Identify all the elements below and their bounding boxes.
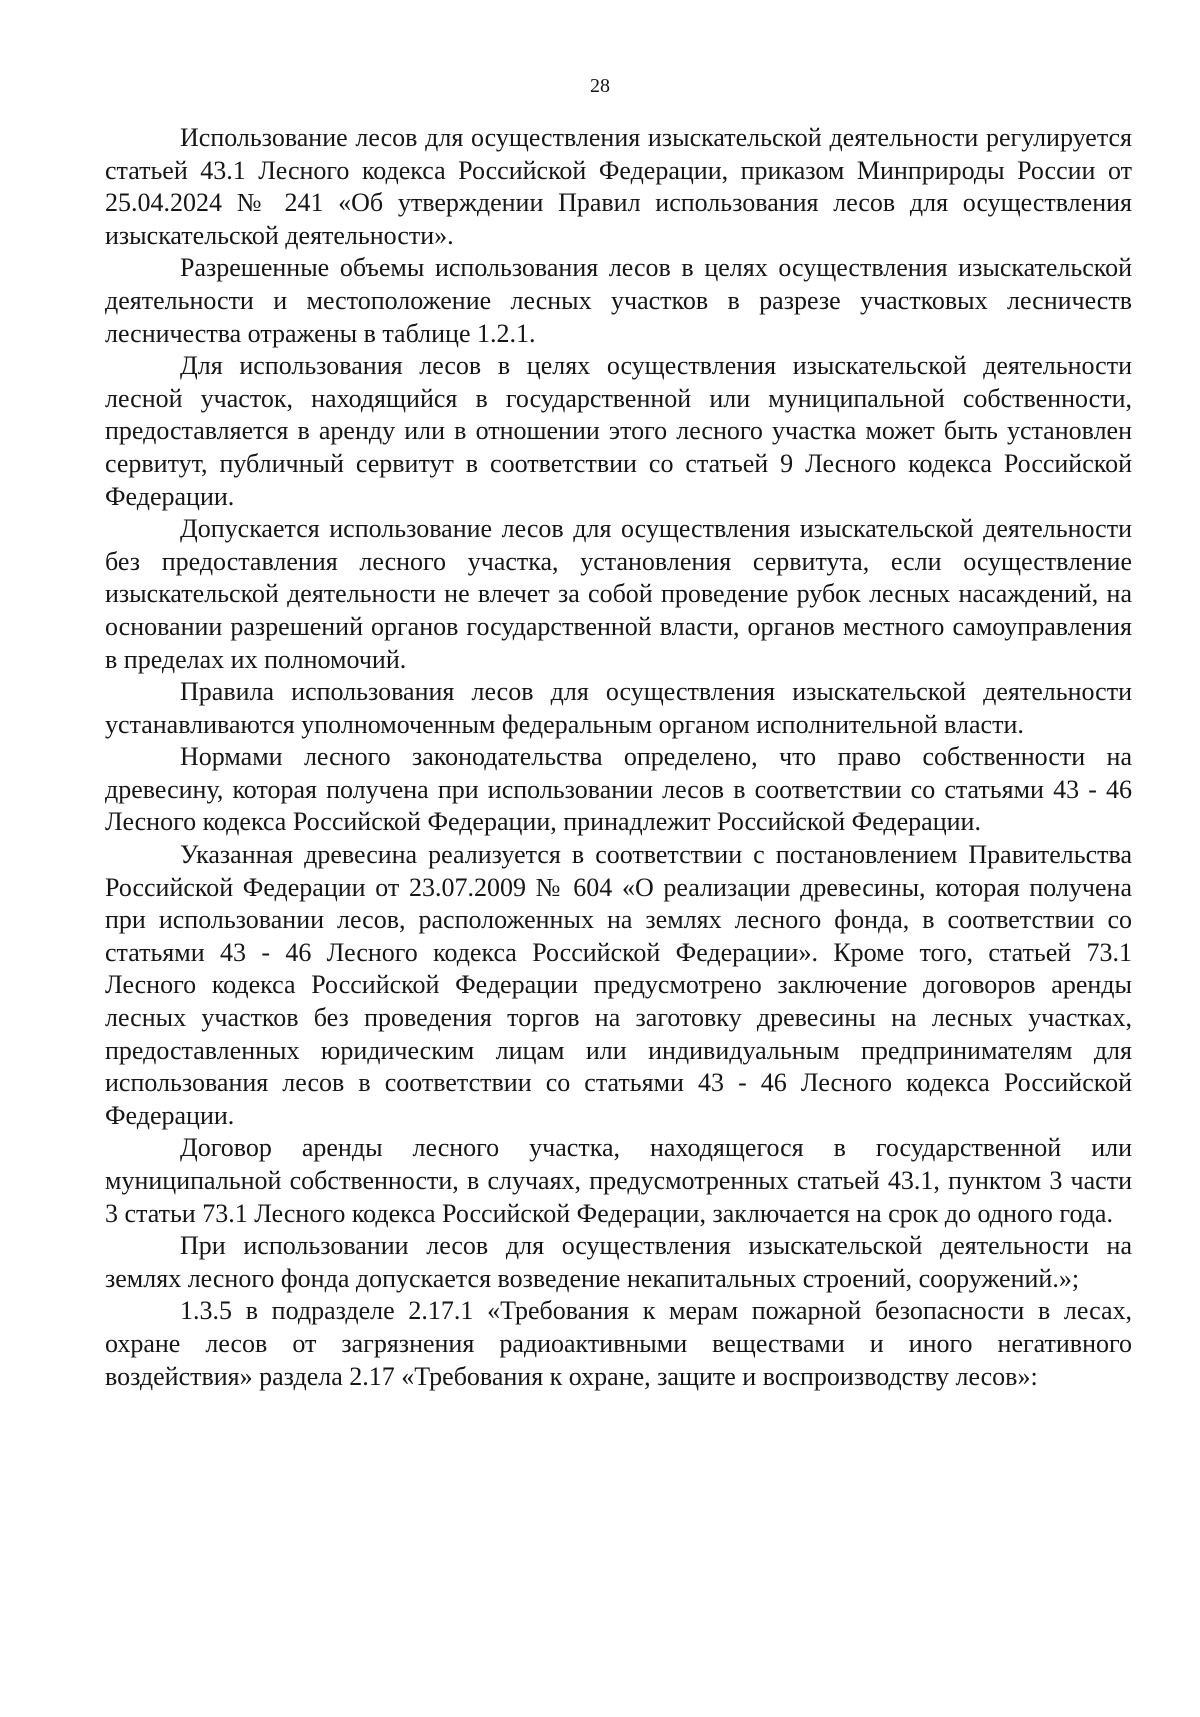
paragraph-use-without-lease: Допускается использование лесов для осуществления изыскательской деятельности без предоставления лесного участка, установления сервитута, если осуществление изыскательской деятельности не влечет за собой проведение рубок лесных насаждений, на основании разрешений органов государственной власти, органов местного самоуправления в пределах их полномочий.: [105, 514, 1132, 674]
paragraph-timber-sale: Указанная древесина реализуется в соответствии с постановлением Правительства Российской Федерации от 23.07.2009 № 604 «О реализации древесины, которая получена при использовании лесов, расположенных на землях лесного фонда, в соответствии со статьями 43 - 46 Лесного кодекса Российской Федерации». Кроме того, статьей 73.1 Лесного кодекса Российской Федерации предусмотрено заключение договоров аренды лесных участков без проведения торгов на заготовку древесины на лесных участках, предоставленных юридическим лицам или индивидуальным предпринимателям для использования лесов в соответствии со статьями 43 - 46 Лесного кодекса Российской Федерации.: [105, 840, 1132, 1130]
page-number: 28: [590, 75, 610, 97]
paragraph-timber-ownership: Нормами лесного законодательства определено, что право собственности на древесину, которая получена при использовании лесов в соответствии со статьями 43 - 46 Лесного кодекса Российской Федерации, принадлежит Российской Федерации.: [105, 742, 1132, 837]
paragraph-permitted-volumes: Разрешенные объемы использования лесов в целях осуществления изыскательской деятельности и местоположение лесных участков в разрезе участковых лесничеств лесничества отражены в таблице 1.2.1.: [105, 253, 1132, 348]
paragraph-lease-term: Договор аренды лесного участка, находящегося в государственной или муниципальной собственности, в случаях, предусмотренных статьей 43.1, пунктом 3 части 3 статьи 73.1 Лесного кодекса Российской Федерации, заключается на срок до одного года.: [105, 1133, 1132, 1228]
paragraph-amendment-1-3-5: 1.3.5 в подразделе 2.17.1 «Требования к мерам пожарной безопасности в лесах, охране лесов от загрязнения радиоактивными веществами и иного негативного воздействия» раздела 2.17 «Требования к охране, защите и воспроизводству лесов»:: [105, 1296, 1132, 1391]
paragraph-survey-activity-regulation: Использование лесов для осуществления изыскательской деятельности регулируется статьей 43.1 Лесного кодекса Российской Федерации, приказом Минприроды России от 25.04.2024 № 241 «Об утверждении Правил использования лесов для осуществления изыскательской деятельности».: [105, 123, 1132, 250]
document-body: [105, 122, 1132, 1393]
paragraph-usage-rules: Правила использования лесов для осуществления изыскательской деятельности устанавливаются уполномоченным федеральным органом исполнительной власти.: [105, 677, 1132, 739]
paragraph-land-lease-servitude: Для использования лесов в целях осуществления изыскательской деятельности лесной участок, находящийся в государственной или муниципальной собственности, предоставляется в аренду или в отношении этого лесного участка может быть установлен сервитут, публичный сервитут в соответствии со статьей 9 Лесного кодекса Российской Федерации.: [105, 351, 1132, 511]
paragraph-non-capital-structures: При использовании лесов для осуществления изыскательской деятельности на землях лесного фонда допускается возведение некапитальных строений, сооружений.»;: [105, 1231, 1132, 1293]
